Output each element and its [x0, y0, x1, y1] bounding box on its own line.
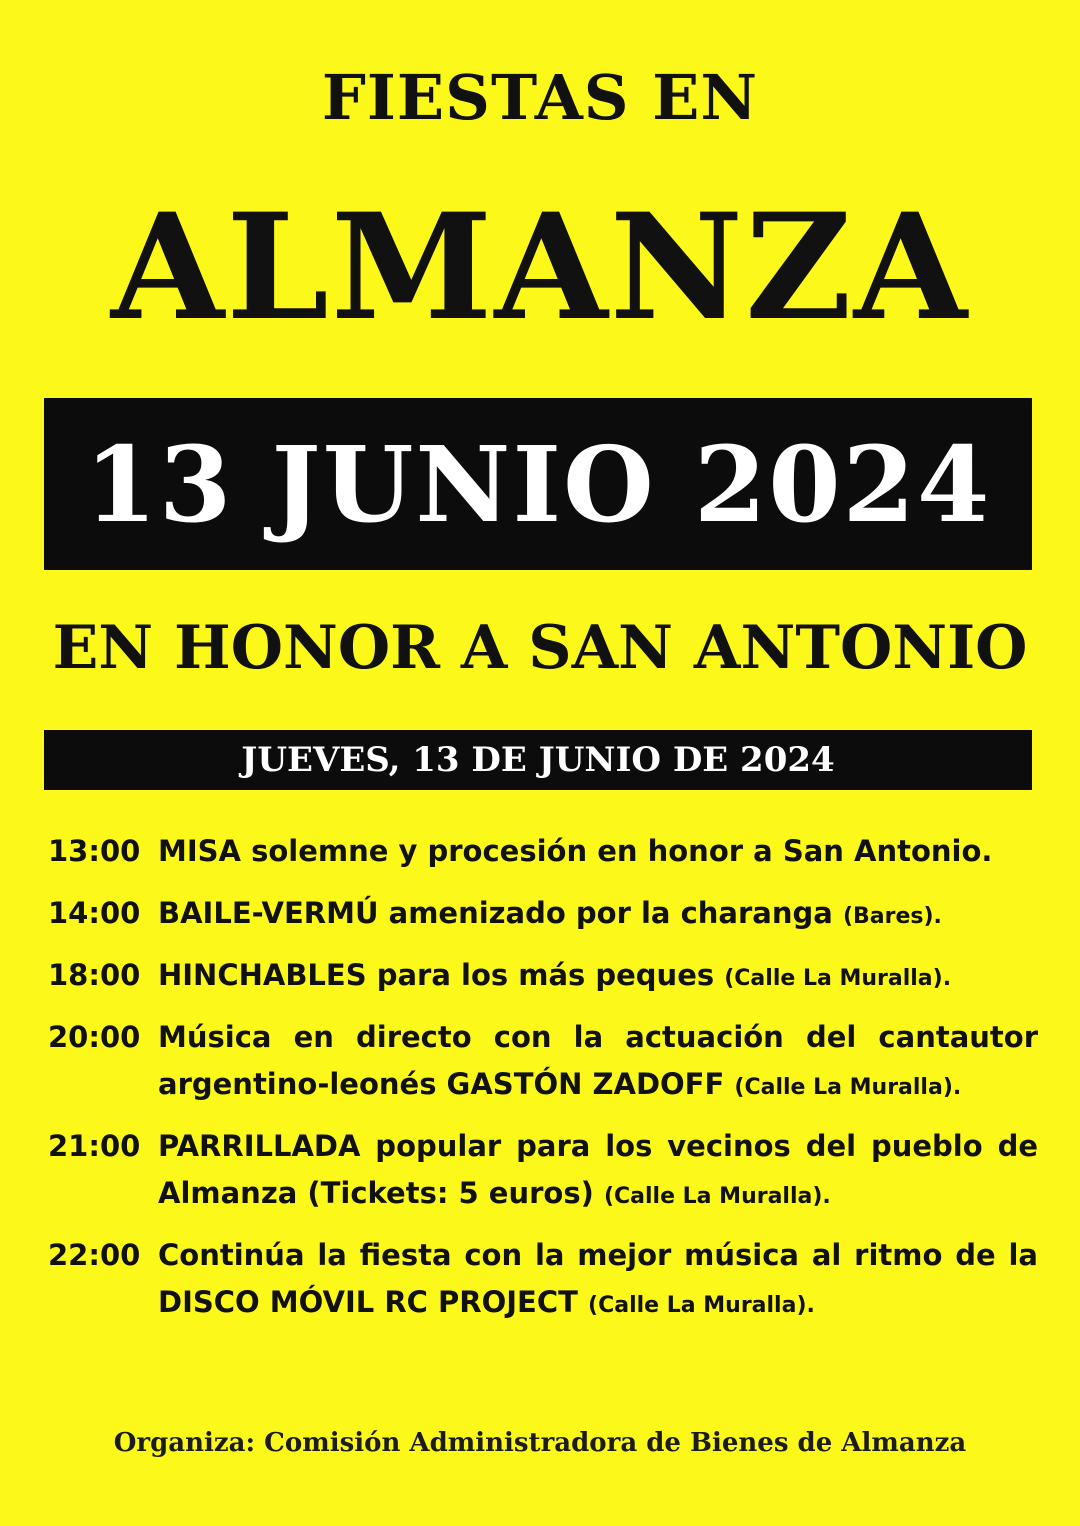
- event-text: BAILE-VERMÚ amenizado por la charanga: [158, 896, 843, 930]
- event-location: (Bares).: [842, 904, 942, 929]
- event-item: [48, 890, 1038, 940]
- event-time: 20:00: [48, 1020, 141, 1054]
- day-banner-text: JUEVES, 13 DE JUNIO DE 2024: [241, 740, 835, 780]
- event-item: [48, 1123, 1038, 1220]
- organizer-credit: Organiza: Comisión Administradora de Bienes de Almanza: [113, 1428, 967, 1458]
- event-location: (Calle La Muralla).: [588, 1293, 815, 1318]
- event-description: [158, 1232, 1038, 1329]
- day-banner: [44, 730, 1032, 790]
- event-text: Música en directo con la actuación del cantautor argentino-leonés GASTÓN ZADOFF: [158, 1020, 1038, 1101]
- event-item: [48, 1014, 1038, 1111]
- date-banner: [44, 398, 1032, 570]
- event-location: (Calle La Muralla).: [734, 1075, 962, 1100]
- event-item: [48, 828, 1038, 878]
- event-description: [158, 1123, 1038, 1220]
- event-description: [158, 1014, 1038, 1111]
- poster-subtitle: FIESTAS EN: [321, 61, 759, 134]
- event-description: [158, 828, 1038, 878]
- event-text: MISA solemne y procesión en honor a San Antonio.: [158, 834, 993, 868]
- event-item: [48, 952, 1038, 1002]
- event-description: [158, 890, 1038, 940]
- event-item: [48, 1232, 1038, 1329]
- event-location: (Calle La Muralla).: [724, 966, 952, 991]
- event-time: 22:00: [48, 1238, 141, 1272]
- date-banner-text: 13 JUNIO 2024: [84, 422, 992, 546]
- event-description: [158, 952, 1038, 1002]
- event-time: 13:00: [48, 834, 141, 868]
- event-text: HINCHABLES para los más peques: [158, 958, 725, 992]
- event-text: PARRILLADA popular para los vecinos del pueblo de Almanza (Tickets: 5 euros): [158, 1129, 1038, 1210]
- event-text: Continúa la fiesta con la mejor música al ritmo de la DISCO MÓVIL RC PROJECT: [158, 1238, 1038, 1319]
- event-time: 18:00: [48, 958, 141, 992]
- event-time: 21:00: [48, 1129, 141, 1163]
- event-location: (Calle La Muralla).: [603, 1184, 831, 1209]
- poster-title: ALMANZA: [110, 182, 970, 353]
- honor-line: EN HONOR A SAN ANTONIO: [52, 613, 1028, 683]
- event-schedule: [48, 828, 1038, 1341]
- event-time: 14:00: [48, 896, 141, 930]
